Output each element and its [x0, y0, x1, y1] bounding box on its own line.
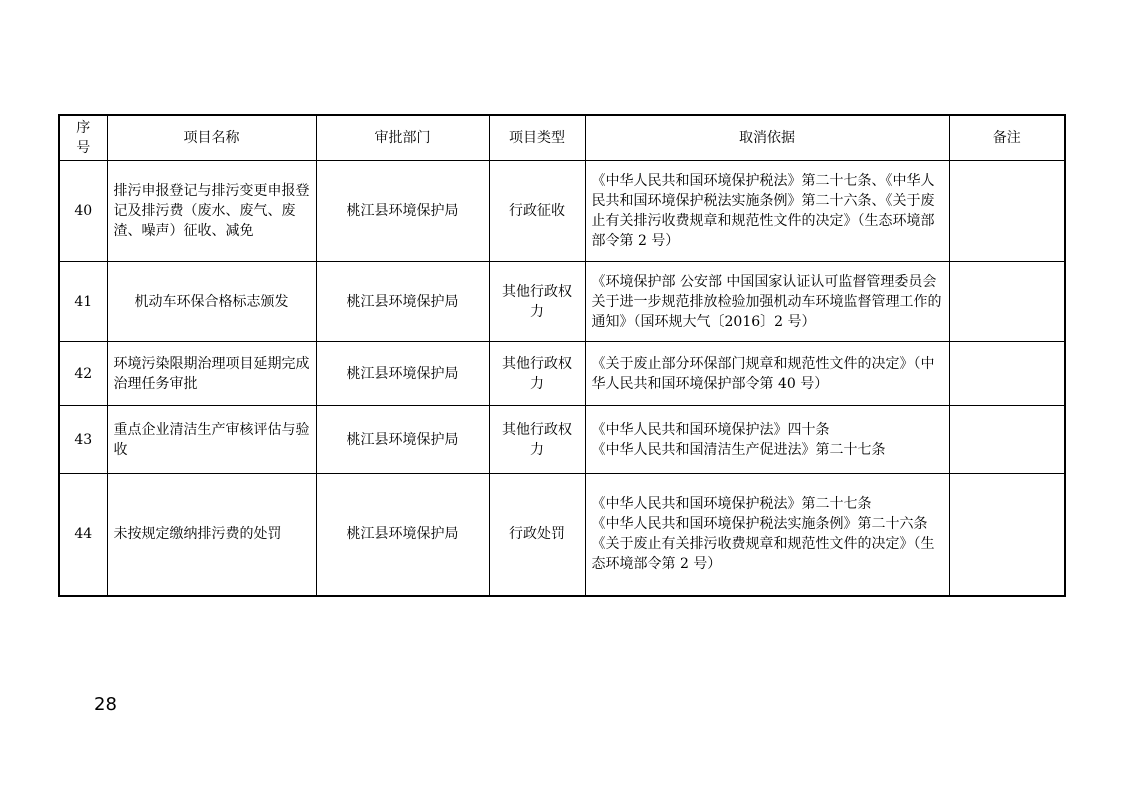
cell-note: [949, 474, 1065, 596]
cell-basis: 《环境保护部 公安部 中国国家认证认可监督管理委员会 关于进一步规范排放检验加强机动车环境监督管理工作的通知》（国环规大气〔2016〕2 号）: [585, 262, 949, 342]
table-header-row: [59, 115, 1065, 161]
table-row: [59, 262, 1065, 342]
cell-no: 40: [59, 161, 107, 262]
cell-dept: 桃江县环境保护局: [316, 161, 489, 262]
header-no: 序号: [59, 115, 107, 161]
cell-no: 43: [59, 406, 107, 474]
cell-basis: [585, 474, 949, 596]
cell-basis: [585, 406, 949, 474]
cell-dept: 桃江县环境保护局: [316, 262, 489, 342]
cell-basis: 《关于废止部分环保部门规章和规范性文件的决定》（中华人民共和国环境保护部令第 40 号）: [585, 342, 949, 406]
header-dept: 审批部门: [316, 115, 489, 161]
header-basis: 取消依据: [585, 115, 949, 161]
cell-name: 未按规定缴纳排污费的处罚: [107, 474, 316, 596]
page-number: 28: [94, 694, 117, 715]
table-row: [59, 161, 1065, 262]
cell-note: [949, 161, 1065, 262]
cell-no: 44: [59, 474, 107, 596]
header-name: 项目名称: [107, 115, 316, 161]
header-note: 备注: [949, 115, 1065, 161]
cell-name: 排污申报登记与排污变更申报登记及排污费（废水、废气、废渣、噪声）征收、减免: [107, 161, 316, 262]
cell-no: 41: [59, 262, 107, 342]
cell-note: [949, 342, 1065, 406]
table-row: [59, 406, 1065, 474]
cell-name: 机动车环保合格标志颁发: [107, 262, 316, 342]
cell-note: [949, 262, 1065, 342]
cancelled-items-table: [58, 114, 1066, 597]
cell-type: 其他行政权力: [489, 262, 585, 342]
cell-type: 行政征收: [489, 161, 585, 262]
basis-line: 《中华人民共和国清洁生产促进法》第二十七条: [591, 441, 886, 458]
cell-no: 42: [59, 342, 107, 406]
table-row: [59, 474, 1065, 596]
cell-type: 其他行政权力: [489, 406, 585, 474]
cell-name: 重点企业清洁生产审核评估与验收: [107, 406, 316, 474]
basis-line: 《中华人民共和国环境保护法》四十条: [591, 421, 830, 438]
cell-type: 其他行政权力: [489, 342, 585, 406]
cell-type: 行政处罚: [489, 474, 585, 596]
table-row: [59, 342, 1065, 406]
cell-dept: 桃江县环境保护局: [316, 406, 489, 474]
cell-note: [949, 406, 1065, 474]
basis-line: 《中华人民共和国环境保护税法》第二十七条: [591, 496, 872, 513]
basis-line: 《关于废止有关排污收费规章和规范性文件的决定》（生态环境部令第 2 号）: [591, 536, 935, 573]
cell-dept: 桃江县环境保护局: [316, 474, 489, 596]
cell-dept: 桃江县环境保护局: [316, 342, 489, 406]
basis-line: 《中华人民共和国环境保护税法实施条例》第二十六条: [591, 516, 928, 533]
cell-name: 环境污染限期治理项目延期完成治理任务审批: [107, 342, 316, 406]
cell-basis: 《中华人民共和国环境保护税法》第二十七条、《中华人民共和国环境保护税法实施条例》第二十六条、《关于废止有关排污收费规章和规范性文件的决定》（生态环境部部令第 2 号）: [585, 161, 949, 262]
header-type: 项目类型: [489, 115, 585, 161]
